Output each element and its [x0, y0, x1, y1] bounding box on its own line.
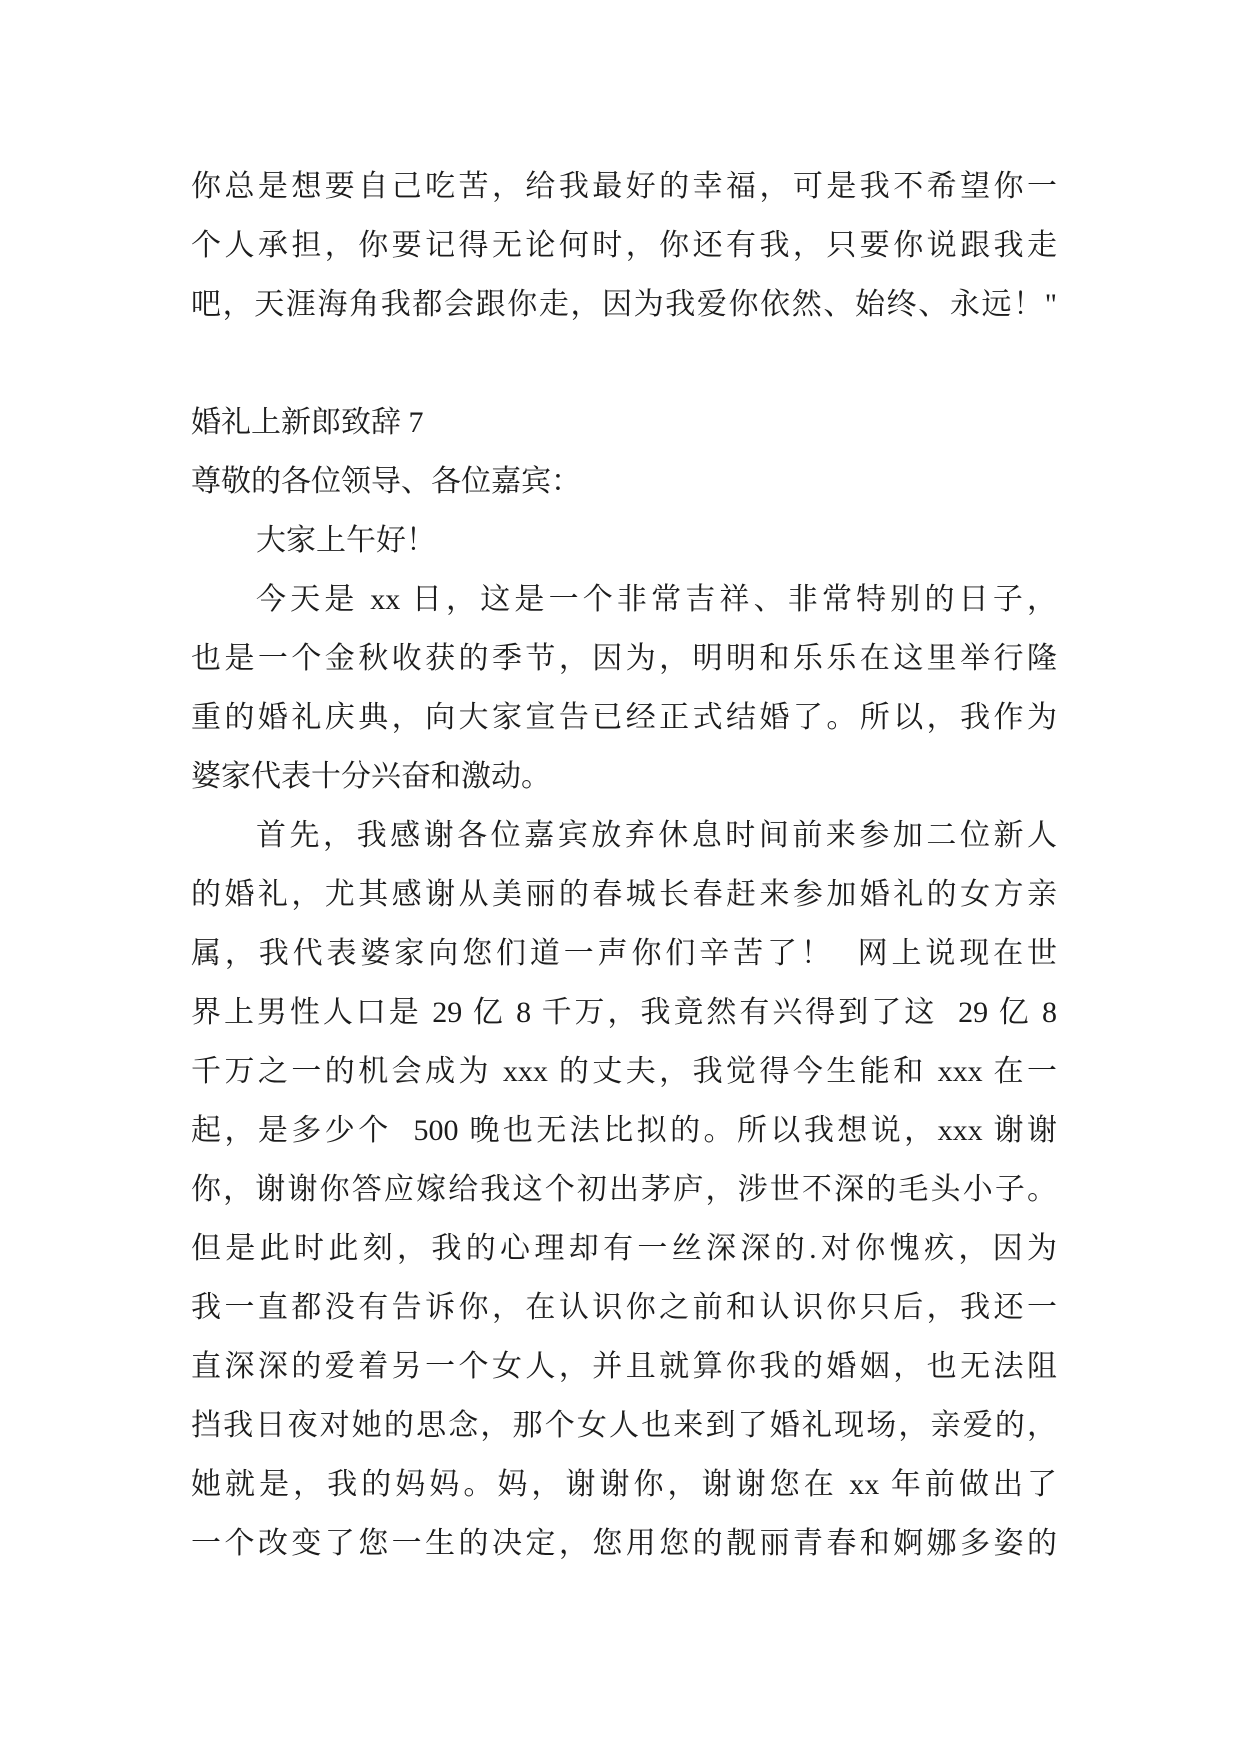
text-line: 挡我日夜对她的思念，那个女人也来到了婚礼现场，亲爱的，: [191, 1409, 1057, 1442]
text-line: 的婚礼，尤其感谢从美丽的春城长春赶来参加婚礼的女方亲: [191, 878, 1057, 911]
text-line: 我一直都没有告诉你，在认识你之前和认识你只后，我还一: [191, 1291, 1057, 1324]
document-body: [191, 157, 1057, 1573]
text-line: 首先，我感谢各位嘉宾放弃休息时间前来参加二位新人: [256, 819, 1057, 852]
text-line: 界上男性人口是 29 亿 8 千万，我竟然有兴得到了这 29 亿 8: [191, 996, 1057, 1029]
text-line: 属，我代表婆家向您们道一声你们辛苦了！ 网上说现在世: [191, 937, 1057, 970]
text-line: 千万之一的机会成为 xxx 的丈夫，我觉得今生能和 xxx 在一: [191, 1055, 1057, 1088]
text-line: 重的婚礼庆典，向大家宣告已经正式结婚了。所以，我作为: [191, 701, 1057, 734]
text-line: 你总是想要自己吃苦，给我最好的幸福，可是我不希望你一: [191, 170, 1057, 203]
text-line: 吧，天涯海角我都会跟你走，因为我爱你依然、始终、永远！": [191, 288, 1057, 321]
text-line: 起，是多少个 500 晚也无法比拟的。所以我想说，xxx 谢谢: [191, 1114, 1057, 1147]
text-line: 你，谢谢你答应嫁给我这个初出茅庐，涉世不深的毛头小子。: [191, 1173, 1057, 1206]
text-line: 她就是，我的妈妈。妈，谢谢你，谢谢您在 xx 年前做出了: [191, 1468, 1057, 1501]
greeting: 大家上午好！: [256, 524, 436, 557]
text-line: 今天是 xx 日，这是一个非常吉祥、非常特别的日子，: [256, 583, 1057, 616]
text-line: 个人承担，你要记得无论何时，你还有我，只要你说跟我走: [191, 229, 1057, 262]
text-line: 直深深的爱着另一个女人，并且就算你我的婚姻，也无法阻: [191, 1350, 1057, 1383]
blank-line: [191, 334, 1057, 393]
text-line: 一个改变了您一生的决定，您用您的靓丽青春和婀娜多姿的: [191, 1527, 1057, 1560]
text-line: 婆家代表十分兴奋和激动。: [191, 760, 551, 793]
salutation: 尊敬的各位领导、各位嘉宾：: [191, 465, 581, 498]
text-line: 也是一个金秋收获的季节，因为，明明和乐乐在这里举行隆: [191, 642, 1057, 675]
section-heading: 婚礼上新郎致辞 7: [191, 406, 424, 439]
text-line: 但是此时此刻，我的心理却有一丝深深的.对你愧疚，因为: [191, 1232, 1057, 1265]
